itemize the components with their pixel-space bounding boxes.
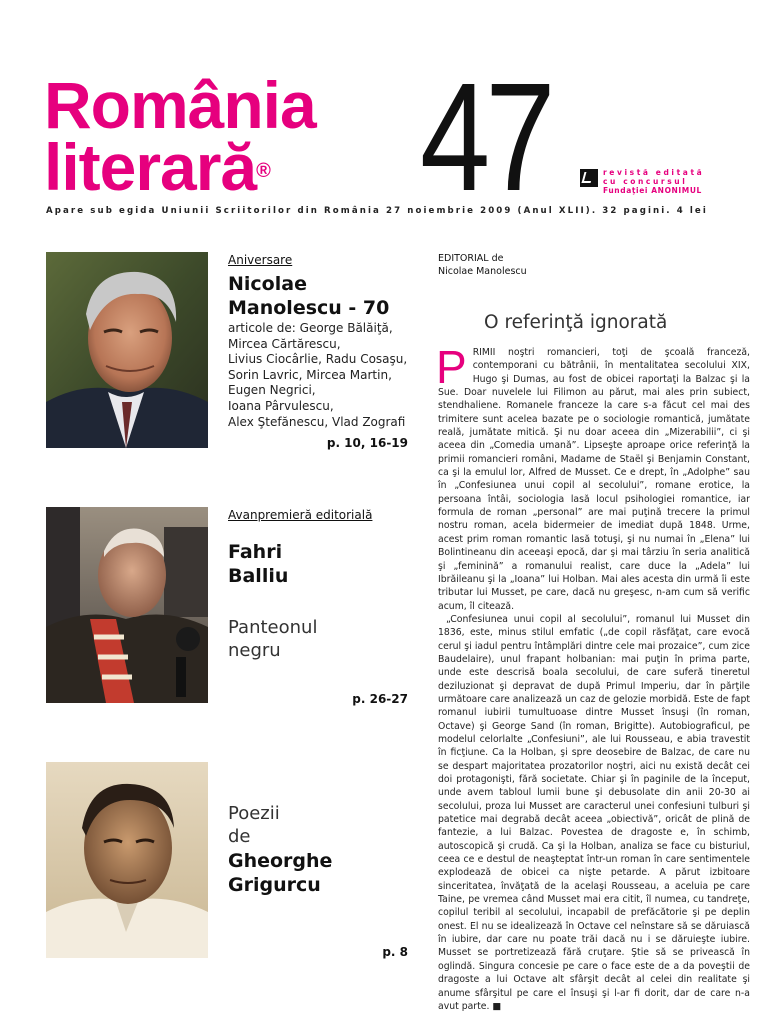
editorial-paragraph-2: „Confesiunea unui copil al secolului”, romanul lui Musset din 1836, este, minus stilul emfatic („de copil răsfăţat, care evocă cerul şi iadul pentru întâmplări dintre cele mai prozaice”, cum zice Baudelaire), unul frapant holbanian: mai puţin în prima parte, unde este descrisă boala secolului, de care suferă tineretul deziluzionat şi depravat de după Primul Imperiu, dar în părţile următoare care analizează un caz de gelozie morbidă. Este de fapt romanul iubirii tumultuoase dintre Musset însuşi (în roman, Octave) şi George Sand (în roman, Brigitte). Autobiograficul, pe modelul celorlalte „Confesiuni”, ale lui Rousseau, e abia travestit în ficţiune. Ca la Holban, şi spre deosebire de Balzac, de care nu se despart majoritatea prozatorilor noştri, aici nu există decât cei doi protagonişti, fără societate. Chiar şi în paginile de la început, unde avem tabloul lumii bune şi debusolate din anii 20-30 ai secolului, proza lui Musset are caracterul unei confesiuni tulburi şi patetice mai degrabă decât aceea „obiectivă”, oricât de plină de fantezie, a lui Balzac. Povestea de dragoste e, în schimb, autoscopică şi crudă. Ca şi la Holban, analiza se face cu bisturiul, ceea ce e destul de neaşteptat într-un roman în care sentimentele explodează de obicei ca nişte petarde. A părut izbitoare sinceritatea, învăţată de la acelaşi Rousseau, a aceluia pe care Taine, pe vremea când Musset mai era citit, îl numea, cu tandreţe, copilul teribil al secolului, incapabil de prefăcătorie şi pe deplin onest. El nu se idealizează în Octave cel neînstare să se dăruiască în iubire, dar care nu poate trăi dacă nu i se dăruieşte iubire. Musset se portretizează fără cruţare. Ştie să se privească în oglindă. Singura concesie pe care o face este de a da poveştii de dragoste a lui Octave alt sfârşit decât al celei din realitate şi anume sfârşitul pe care el însuşi şi l-ar fi dorit, dar de care n-a avut parte. ■ [438,613,750,1012]
registered-mark: ® [256,160,270,182]
editorial-headline: O referinţă ignorată [484,312,668,333]
publisher-box [580,168,704,195]
masthead-subline: Apare sub egida Uniunii Scriitorilor din România 27 noiembrie 2009 (Anul XLII). 32 pagini. 4 lei [46,206,708,216]
publisher-line-1: revistă editată [603,168,705,177]
publisher-line-3: Fundaţiei ANONIMUL [603,186,702,195]
manolescu-name: Nicolae Manolescu - 70 [228,273,390,319]
manolescu-contributors: articole de: George Bălăiţă, Mircea Cărtărescu, Livius Ciocârlie, Radu Cosaşu, Sorin Lavric, Mircea Martin, Eugen Negrici, Ioana Pârvulescu, Alex Ştefănescu, Vlad Zografi [228,321,408,429]
manolescu-kicker: Aniversare [228,253,293,267]
publisher-line-2: cu concursul [603,177,688,186]
manolescu-page-ref[interactable]: p. 10, 16-19 [326,436,408,450]
grigurcu-portrait-photo [46,762,208,958]
title-line-2: literară® [44,130,270,204]
masthead-title [44,68,316,204]
balliu-portrait-photo [46,507,208,703]
editorial-body [436,341,750,1013]
title-line-1: România [44,68,316,142]
editorial-dropcap: P [436,341,467,393]
balliu-title: Panteonul negru [228,617,318,661]
editorial-paragraph-1: RIMII noştri romancieri, toţi de şcoală franceză, contemporani cu bătrânii, în mentalitatea secolului XIX, Hugo şi Dumas, au fost de obicei raportaţi la Balzac şi la Sue. Doar nuvelele lui Filimon au părut, mai ales prin subiect, stendhaliene. Romanele franceze la care s-a făcut cel mai des trimitere sunt acelea bazate pe o sociologie romantică, jumătate reală, jumătate mitică. Şi nu doar aceea din „Mizerabilii”, ci şi aceea din „Comedia umană”. Lipseşte aproape orice referinţă la primii romancieri români, Madame de Staël şi Benjamin Constant, ca şi la emulul lor, Alfred de Musset. Ce e drept, în „Adolphe” sau în „Confesiunea unui copil al secolului”, romane erotice, la persoana întâi, sociologia lasă locul psihologiei romantice, iar formula de roman „personal” are mai puţină trecere la primul nostru roman, acela bidermeier de imediat după 1848. Urme, acest prim roman romantic lasă totuşi, şi nu numai în „Elena” lui Bolintineanu din aceeaşi epocă, dar şi mai târziu în seria analitică şi „feminină” a romanului realist, care duce la „Adela” lui Ibrăileanu şi la „Ioana” lui Holban. Mai ales acesta din urmă îi este tributar lui Musset, pe care, dacă nu greşesc, n-am cum să verific acum, îl citează. [438,347,750,612]
issue-number: 47 [420,51,551,223]
editorial-kicker: EDITORIAL de Nicolae Manolescu [438,253,527,277]
grigurcu-title: Poezii de [228,803,280,847]
grigurcu-page-ref[interactable]: p. 8 [382,945,408,959]
manolescu-portrait-photo [46,252,208,448]
balliu-page-ref[interactable]: p. 26-27 [352,692,408,706]
foundation-logo-icon [580,169,598,187]
balliu-kicker: Avanpremieră editorială [228,508,373,522]
balliu-name: Fahri Balliu [228,541,289,587]
grigurcu-name: Gheorghe Grigurcu [228,850,333,896]
